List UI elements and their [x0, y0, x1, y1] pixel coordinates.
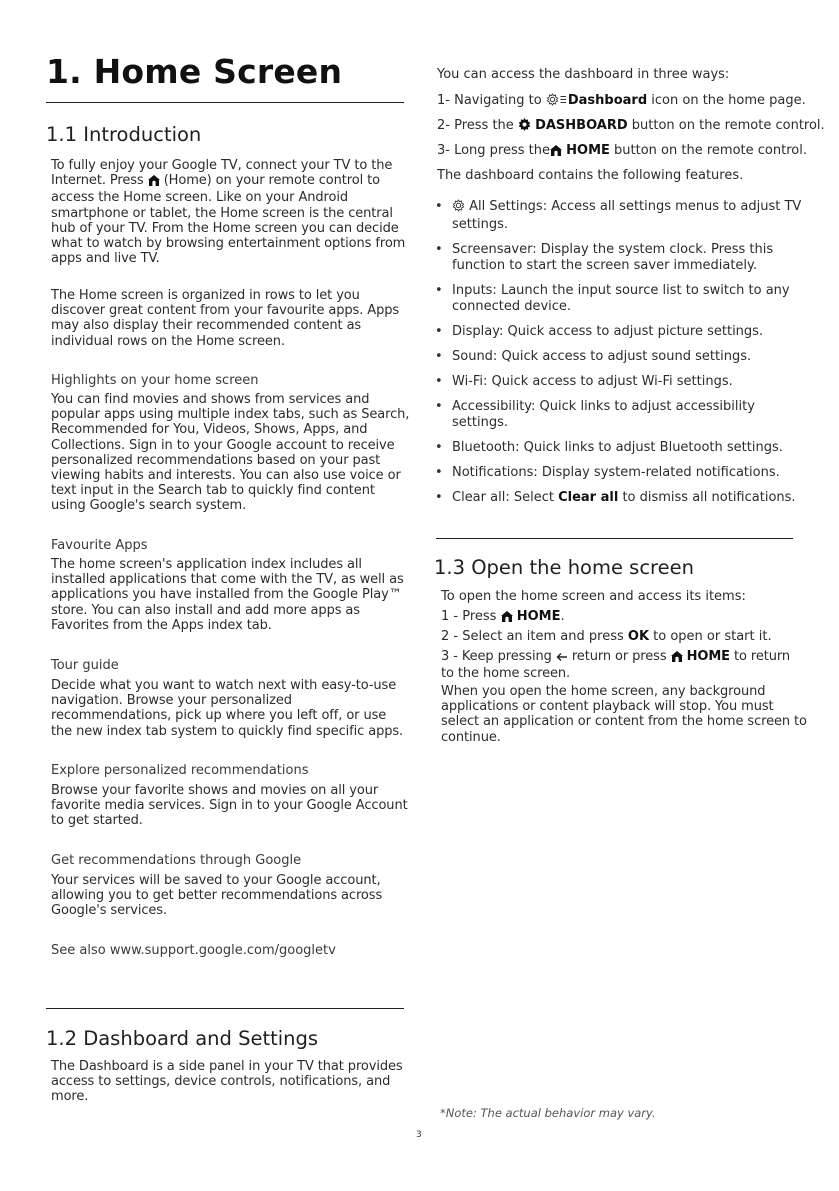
- subsection-title-explore: Explore personalized recommendations: [51, 763, 309, 778]
- access-way-2-prefix: 2- Press the: [437, 118, 514, 133]
- home-icon: [148, 175, 160, 190]
- access-way-3: [437, 143, 807, 161]
- back-arrow-icon: [556, 651, 568, 666]
- subsection-body-tour-guide: Decide what you want to watch next with easy-to-use navigation. Browse your personalized recommendations, pick up where you left off, or use the new index tab system to quickly find specific apps.: [51, 678, 404, 739]
- access-way-3-suffix: button on the remote control.: [614, 143, 807, 158]
- access-way-1: [437, 93, 806, 111]
- open-home-step-2: [441, 629, 772, 645]
- open-home-step-1: [441, 609, 565, 627]
- access-way-2-suffix: button on the remote control.: [631, 118, 825, 133]
- home-icon: [671, 651, 683, 666]
- feature-accessibility: • Accessibility: Quick links to adjust accessibility settings.: [433, 399, 803, 431]
- dashboard-features-list: [433, 199, 803, 506]
- step-3-prefix: 3 - Keep pressing: [441, 649, 552, 664]
- feature-inputs: • Inputs: Launch the input source list to switch to any connected device.: [433, 283, 803, 315]
- page-title: 1. Home Screen: [46, 52, 343, 91]
- open-home-intro: To open the home screen and access its items:: [441, 589, 746, 604]
- feature-clear-all-bold: Clear all: [558, 490, 619, 505]
- step-2-bold: OK: [627, 629, 650, 644]
- home-icon: [550, 145, 562, 161]
- step-2-prefix: 2 - Select an item and press: [441, 629, 624, 644]
- step-1-prefix: 1 - Press: [441, 609, 497, 624]
- home-icon: [501, 611, 513, 627]
- step-2-suffix: to open or start it.: [653, 629, 772, 644]
- section-divider-dashboard: [46, 1008, 404, 1009]
- subsection-body-google-recommendations: Your services will be saved to your Google account, allowing you to get better recommendations across Google's services.: [51, 873, 383, 919]
- step-3-middle: return or press: [571, 649, 667, 664]
- open-home-closing: When you open the home screen, any background applications or content playback will stop. You must select an application or content from the home screen to continue.: [441, 684, 807, 745]
- title-divider: [46, 102, 404, 103]
- section-heading-introduction: 1.1 Introduction: [46, 123, 202, 146]
- section-divider-open-home: [436, 538, 793, 539]
- access-way-1-suffix: icon on the home page.: [651, 93, 806, 108]
- rows-paragraph: The Home screen is organized in rows to let you discover great content from your favourite apps. Apps may also display their recommended content as individual rows on the Home screen.: [51, 288, 400, 349]
- subsection-body-highlights: You can find movies and shows from services and popular apps using multiple index tabs, such as Search, Recommended for You, Videos, Shows, Apps, and Collections. Sign in to your Google account to receive personalized recommendations based on your past viewing habits and interests. You can also use voice or text input in the Search tab to quickly find content using Google's search system.: [51, 392, 410, 514]
- features-intro: The dashboard contains the following features.: [437, 168, 744, 183]
- settings-icon: [452, 199, 465, 217]
- dashboard-icon: [546, 93, 568, 111]
- access-way-3-bold: HOME: [566, 143, 610, 158]
- step-1-bold: HOME: [516, 609, 561, 624]
- feature-sound: • Sound: Quick access to adjust sound settings.: [433, 349, 803, 365]
- feature-bluetooth: • Bluetooth: Quick links to adjust Bluetooth settings.: [433, 440, 803, 456]
- access-way-2: [437, 118, 825, 136]
- access-way-3-prefix: 3- Long press the: [437, 143, 551, 158]
- gear-icon: [518, 118, 531, 136]
- open-home-step-3: [441, 649, 801, 681]
- feature-all-settings: [433, 199, 803, 233]
- access-way-2-bold: DASHBOARD: [535, 118, 628, 133]
- feature-screensaver: • Screensaver: Display the system clock. Press this function to start the screen saver immediately.: [433, 242, 803, 274]
- subsection-title-google-recommendations: Get recommendations through Google: [51, 853, 302, 868]
- subsection-title-favourite-apps: Favourite Apps: [51, 538, 148, 553]
- step-1-suffix: .: [560, 609, 565, 624]
- feature-display: • Display: Quick access to adjust picture settings.: [433, 324, 803, 340]
- step-3-bold: HOME: [686, 649, 730, 664]
- access-way-1-prefix: 1- Navigating to: [437, 93, 542, 108]
- feature-wifi: • Wi-Fi: Quick access to adjust Wi-Fi settings.: [433, 374, 803, 390]
- access-way-1-bold: Dashboard: [567, 93, 648, 108]
- feature-notifications: • Notifications: Display system-related notifications.: [433, 465, 803, 481]
- footnote: *Note: The actual behavior may vary.: [440, 1106, 656, 1120]
- section-heading-dashboard: 1.2 Dashboard and Settings: [46, 1027, 319, 1050]
- see-also-link[interactable]: See also www.support.google.com/googletv: [51, 943, 336, 958]
- subsection-title-highlights: Highlights on your home screen: [51, 373, 259, 388]
- step-3-suffix: to return to the home screen.: [441, 649, 791, 682]
- feature-clear-all-suffix: to dismiss all notifications.: [622, 490, 796, 505]
- page-number: 3: [416, 1130, 422, 1140]
- intro-paragraph: [51, 158, 411, 266]
- dashboard-access-intro: You can access the dashboard in three ways:: [437, 67, 730, 82]
- subsection-title-tour-guide: Tour guide: [51, 658, 119, 673]
- intro-text-after: (Home) on your remote control to access the Home screen. Like on your Android smartphone or tablet, the Home screen is the central hub of your TV. From the Home screen you can decide what to watch by browsing entertainment options from apps and live TV.: [51, 173, 406, 267]
- intro-text-before: To fully enjoy your Google TV, connect your TV to the Internet. Press: [51, 158, 393, 189]
- feature-clear-all: [433, 490, 803, 506]
- dashboard-description: The Dashboard is a side panel in your TV that provides access to settings, device controls, notifications, and more.: [51, 1059, 403, 1105]
- section-heading-open-home: 1.3 Open the home screen: [434, 556, 694, 579]
- subsection-body-explore: Browse your favorite shows and movies on all your favorite media services. Sign in to your Google Account to get started.: [51, 783, 408, 829]
- feature-all-settings-text: All Settings: Access all settings menus to adjust TV settings.: [452, 199, 802, 232]
- feature-clear-all-prefix: Clear all: Select: [452, 490, 554, 505]
- subsection-body-favourite-apps: The home screen's application index includes all installed applications that come with the TV, as well as applications you have installed from the Google Play™ store. You can also install and add more apps as Favorites from the Apps index tab.: [51, 557, 404, 633]
